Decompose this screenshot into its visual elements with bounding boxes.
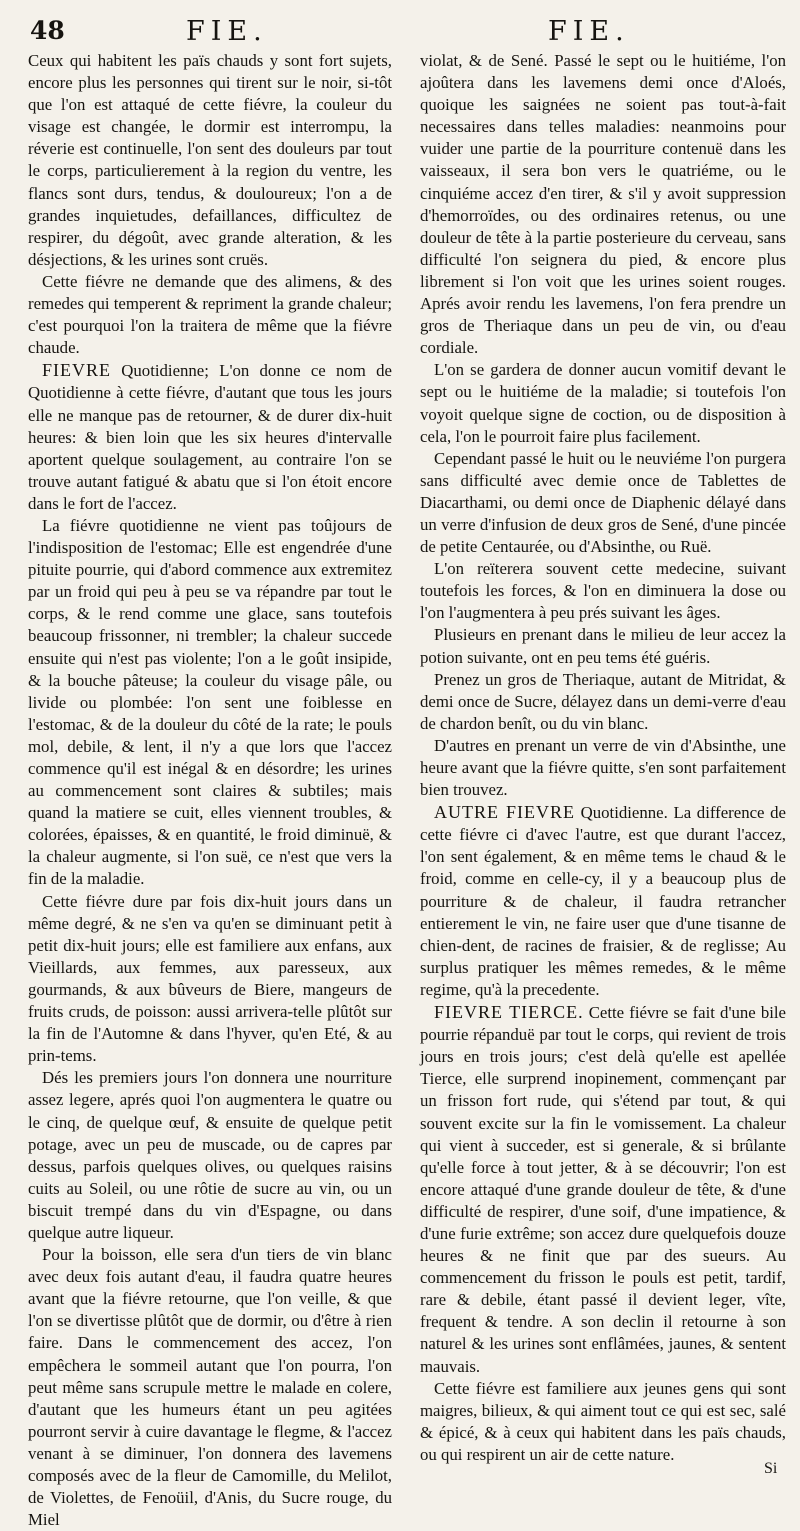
left-column xyxy=(28,50,392,1531)
paragraph xyxy=(420,624,786,668)
paragraph xyxy=(28,50,392,271)
paragraph xyxy=(28,359,392,515)
paragraph-text: D'autres en prenant un verre de vin d'Absinthe, une heure avant que la fiévre quitte, s'en sont parfaitement bien trouvez. xyxy=(420,735,786,800)
page-number: 48 xyxy=(30,16,65,45)
paragraph-text: La fiévre quotidienne ne vient pas toûjours de l'indisposition de l'estomac; Elle est engendrée d'une pituite pourrie, qui d'abord commence aux extremitez par un froid qui peu à peu se va répandre par tout le corps, & le rend comme une glace, sans toutefois beaucoup frissonner, ni trembler; la chaleur succede ensuite qui n'est pas violente; l'on a le goût insipide, & la bouche pâteuse; la couleur du visage pâle, ou livide ou plombée: l'on sent une foiblesse en l'estomac, & de la douleur du côté de la rate; le pouls mol, debile, & lent, il n'y a que lors que l'accez commence qu'il est inégal & en désordre; les urines au commencement sont claires & subtiles; mais quand la matiere se cuit, elles viennent troubles, & colorées, épaisses, & en quantité, le froid diminuë, & la chaleur augmente, si l'on suë, ce n'est que vers la fin de la maladie. xyxy=(28,515,392,889)
paragraph xyxy=(420,1378,786,1466)
paragraph xyxy=(420,50,786,359)
paragraph xyxy=(420,801,786,1001)
running-title-right: FIE. xyxy=(548,16,630,47)
section-heading: AUTRE FIEVRE xyxy=(434,802,575,823)
paragraph xyxy=(420,1001,786,1378)
paragraph-text: Pour la boisson, elle sera d'un tiers de vin blanc avec deux fois autant d'eau, il faudra quatre heures avant que la fiévre retourne, que l'on veille, & que l'on se divertisse plûtôt que de dormir, ou d'être à rien faire. Dans le commencement des accez, l'on empêchera le sommeil autant que l'on pourra, l'on peut même sans scrupule mettre le malade en colere, d'autant que les humeurs étant un peu agitées pourront servir à cuire davantage le flegme, & l'accez venant à se diminuer, l'on donnera des lavemens composés avec de la fleur de Camomille, du Melilot, de Violettes, de Fenoüil, d'Anis, du Sucre rouge, du Miel xyxy=(28,1245,392,1530)
paragraph-text: Prenez un gros de Theriaque, autant de Mitridat, & demi once de Sucre, délayez dans un demi-verre d'eau de chardon benît, ou du vin blanc. xyxy=(420,669,786,733)
section-heading: FIEVRE xyxy=(42,360,111,381)
paragraph xyxy=(420,669,786,735)
paragraph xyxy=(28,271,392,359)
paragraph-text: Dés les premiers jours l'on donnera une nourriture assez legere, aprés quoi l'on augmentera le quatre ou le cinq, de quelque œuf, & ensuite de quelque petit potage, avec un peu de muscade, ou de capres par dessus, parfois quelques olives, ou quelques raisins cuits au Soleil, ou une rôtie de sucre au vin, ou un biscuit trempé dans du vin d'Espagne, ou dans quelque autre liqueur. xyxy=(28,1068,392,1242)
paragraph-text: violat, & de Sené. Passé le sept ou le huitiéme, l'on ajoûtera dans les lavemens demi once d'Aloés, quoique les saignées ne soient pas tout-à-fait necessaires dans telles maladies: neanmoins pour vuider une partie de la pourriture contenuë dans les vaisseaux, il sera bon vers le quatriéme, ou le cinquiéme accez d'en tirer, & s'il y avoit suppression d'hemorroïdes, ou des ordinaires retenus, ou une douleur de tête à la partie posterieure du cerveau, sans difficulté l'on seignera du pied, & encore plus librement si l'on voit que les urines soient rouges. Aprés avoir rendu les lavemens, l'on fera prendre un gros de Theriaque dans un peu de vin, ou d'eau cordiale. xyxy=(420,51,786,358)
paragraph-text: Cette fiévre se fait d'une bile pourrie répanduë par tout le corps, qui revient de trois jours en trois jours; c'est delà qu'elle est apellée Tierce, elle surprend inopinement, commençant par un frisson fort rude, qui s'étend par tout, & qui souvent excite sur la fin le vomissement. La chaleur qui vient à succeder, est si generale, & si brûlante qu'elle force à tout jetter, & à se découvrir; l'on est encore attaqué d'une grande douleur de tête, & d'une difficulté de respirer, d'une soif, d'une impatience, & d'une furie extrême; son accez dure quelquefois douze heures & ne finit que par des sueurs. Au commencement du frisson le pouls est petit, tardif, rare & debile, étant passé il devient leger, vîte, frequent & tendre. A son declin il retourne à son naturel & les urines sont enflâmées, jaunes, & sentent mauvais. xyxy=(420,1003,786,1376)
paragraph-text: Plusieurs en prenant dans le milieu de leur accez la potion suivante, ont en peu tems été guéris. xyxy=(420,625,786,667)
paragraph-text: Ceux qui habitent les païs chauds y sont fort sujets, encore plus les personnes qui tirent sur le noir, si-tôt que l'on est attaqué de cette fiévre, la couleur du visage est changée, le dormir est interrompu, la réverie est continuelle, l'on sent des douleurs par tout le corps, particulierement à la region du ventre, les flancs sont durs, tendus, & douloureux; l'on a de grandes inquietudes, defaillances, difficultez de respirer, du dégoût, avec grande alteration, & les désjections, & les urines sont cruës. xyxy=(28,51,392,269)
paragraph-text: L'on reïterera souvent cette medecine, suivant toutefois les forces, & l'on en diminuera la dose ou l'on l'augmentera à peu prés suivant les âges. xyxy=(420,559,786,623)
paragraph-text: Cette fiévre ne demande que des alimens, & des remedes qui temperent & repriment la grande chaleur; c'est pourquoi l'on la traitera de même que la fiévre chaude. xyxy=(28,271,392,358)
paragraph xyxy=(420,558,786,624)
running-title-left: FIE. xyxy=(186,16,268,47)
paragraph-text: Cette fiévre est familiere aux jeunes gens qui sont maigres, bilieux, & qui aiment tout ce qui est sec, salé & épicé, & à ceux qui habitent dans les païs chauds, ou qui respirent un air de cette nature. xyxy=(420,1378,786,1464)
catchword: Si xyxy=(764,1460,778,1477)
paragraph xyxy=(420,359,786,447)
paragraph-text: Cependant passé le huit ou le neuviéme l'on purgera sans difficulté avec demie once de Tablettes de Diacarthami, ou demi once de Diaphenic délayé dans un verre d'infusion de deux gros de Sené, d'une pincée de petite Centaurée, ou d'Absinthe, ou Ruë. xyxy=(420,448,786,557)
paragraph-text: L'on se gardera de donner aucun vomitif devant le sept ou le huitiéme de la maladie; si toutefois l'on voyoit quelque signe de coction, ou de disposition à cela, l'on le pourroit faire plus facilement. xyxy=(420,360,786,446)
paragraph xyxy=(28,891,392,1068)
right-column xyxy=(420,50,786,1466)
paragraph xyxy=(28,1244,392,1531)
paragraph xyxy=(420,735,786,801)
paragraph xyxy=(420,448,786,558)
paragraph xyxy=(28,515,392,891)
paragraph-text: Quotidienne; L'on donne ce nom de Quotidienne à cette fiévre, d'autant que tous les jours elle ne manque pas de retourner, & de durer dix-huit heures: & bien loin que les six heures d'intervalle aportent quelque soulagement, au contraire l'on se trouve autant fatigué & abatu que si l'on étoit encore dans le fort de l'accez. xyxy=(28,361,392,513)
section-heading: FIEVRE TIERCE. xyxy=(434,1002,584,1023)
paragraph-text: Quotidienne. La difference de cette fiévre ci d'avec l'autre, est que durant l'accez, l'on sent également, & en même tems le chaud & le froid, comme en celle-cy, il y a beaucoup plus de pourriture & de chaleur, il faudra retrancher entierement le vin, ne faire user que d'une tisanne de chien-dent, de racines de fraisier, & de reglisse; Au surplus pratiquer les mêmes remedes, & le même regime, qu'à la precedente. xyxy=(420,803,786,999)
paragraph xyxy=(28,1067,392,1244)
paragraph-text: Cette fiévre dure par fois dix-huit jours dans un même degré, & ne s'en va qu'en se diminuant petit à petit dix-huit jours; elle est familiere aux enfans, aux Vieillards, aux femmes, aux paresseux, aux gourmands, & aux bûveurs de Biere, mangeurs de fruits cruds, de poisson: aussi arrivera-telle plûtôt sur la fin de l'Automne & dans l'hyver, qu'en Eté, & au prin-tems. xyxy=(28,891,392,1066)
